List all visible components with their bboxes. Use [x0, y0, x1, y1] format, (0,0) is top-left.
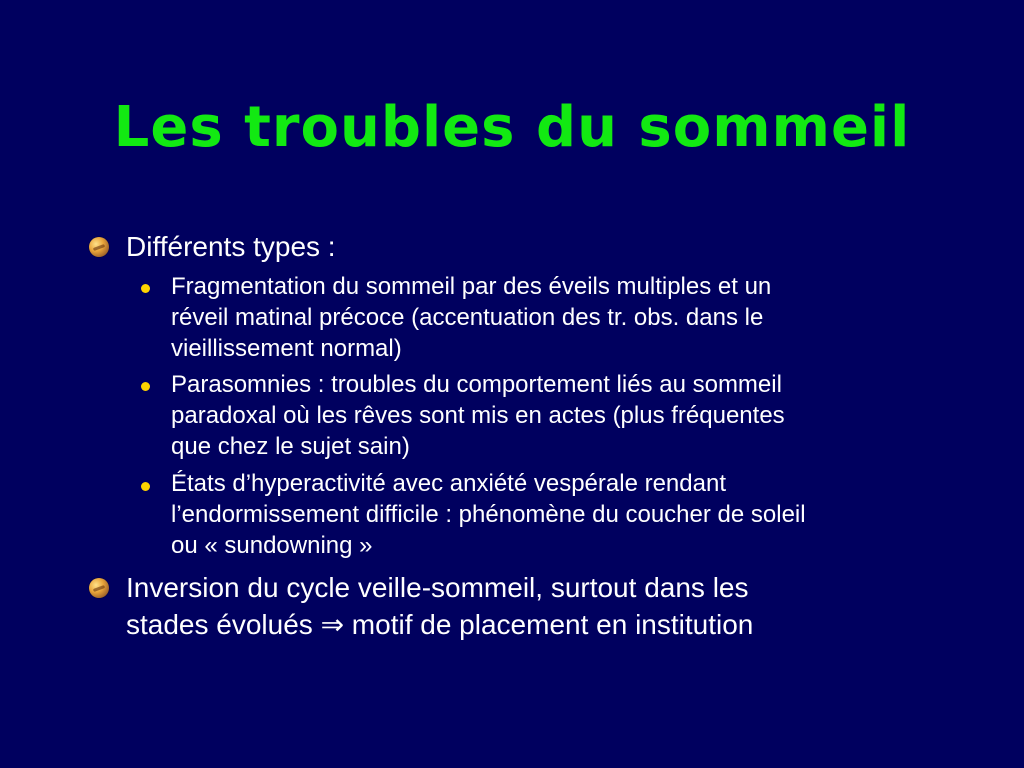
sub-bullet-item [171, 369, 941, 462]
sub-bullet-dot-icon [141, 382, 150, 391]
orb-bullet-icon [89, 237, 109, 257]
bullet-item [126, 228, 946, 265]
bullet-line: Inversion du cycle veille-sommeil, surtout dans les [126, 572, 749, 603]
sub-bullet-line: paradoxal où les rêves sont mis en actes (plus fréquentes [171, 402, 785, 429]
sub-bullet-line: ou « sundowning » [171, 532, 373, 559]
sub-bullet-line: réveil matinal précoce (accentuation des tr. obs. dans le [171, 304, 764, 331]
slide-title: Les troubles du sommeil [113, 95, 911, 160]
bullet-line: stades évolués ⇒ motif de placement en institution [126, 609, 754, 640]
sub-bullet-line: États d’hyperactivité avec anxiété vespérale rendant [171, 470, 726, 497]
sub-bullet-item [171, 271, 941, 364]
sub-bullet-item [171, 468, 941, 561]
bullet-text: Différents types : [126, 231, 336, 262]
bullet-item [126, 569, 946, 643]
sub-bullet-line: Parasomnies : troubles du comportement liés au sommeil [171, 371, 782, 398]
sub-bullet-dot-icon [141, 284, 150, 293]
orb-bullet-icon [89, 578, 109, 598]
sub-bullet-line: vieillissement normal) [171, 335, 402, 362]
sub-bullet-line: que chez le sujet sain) [171, 433, 410, 460]
sub-bullet-dot-icon [141, 482, 150, 491]
sub-bullet-line: Fragmentation du sommeil par des éveils multiples et un [171, 273, 772, 300]
sub-bullet-line: l’endormissement difficile : phénomène du coucher de soleil [171, 501, 806, 528]
